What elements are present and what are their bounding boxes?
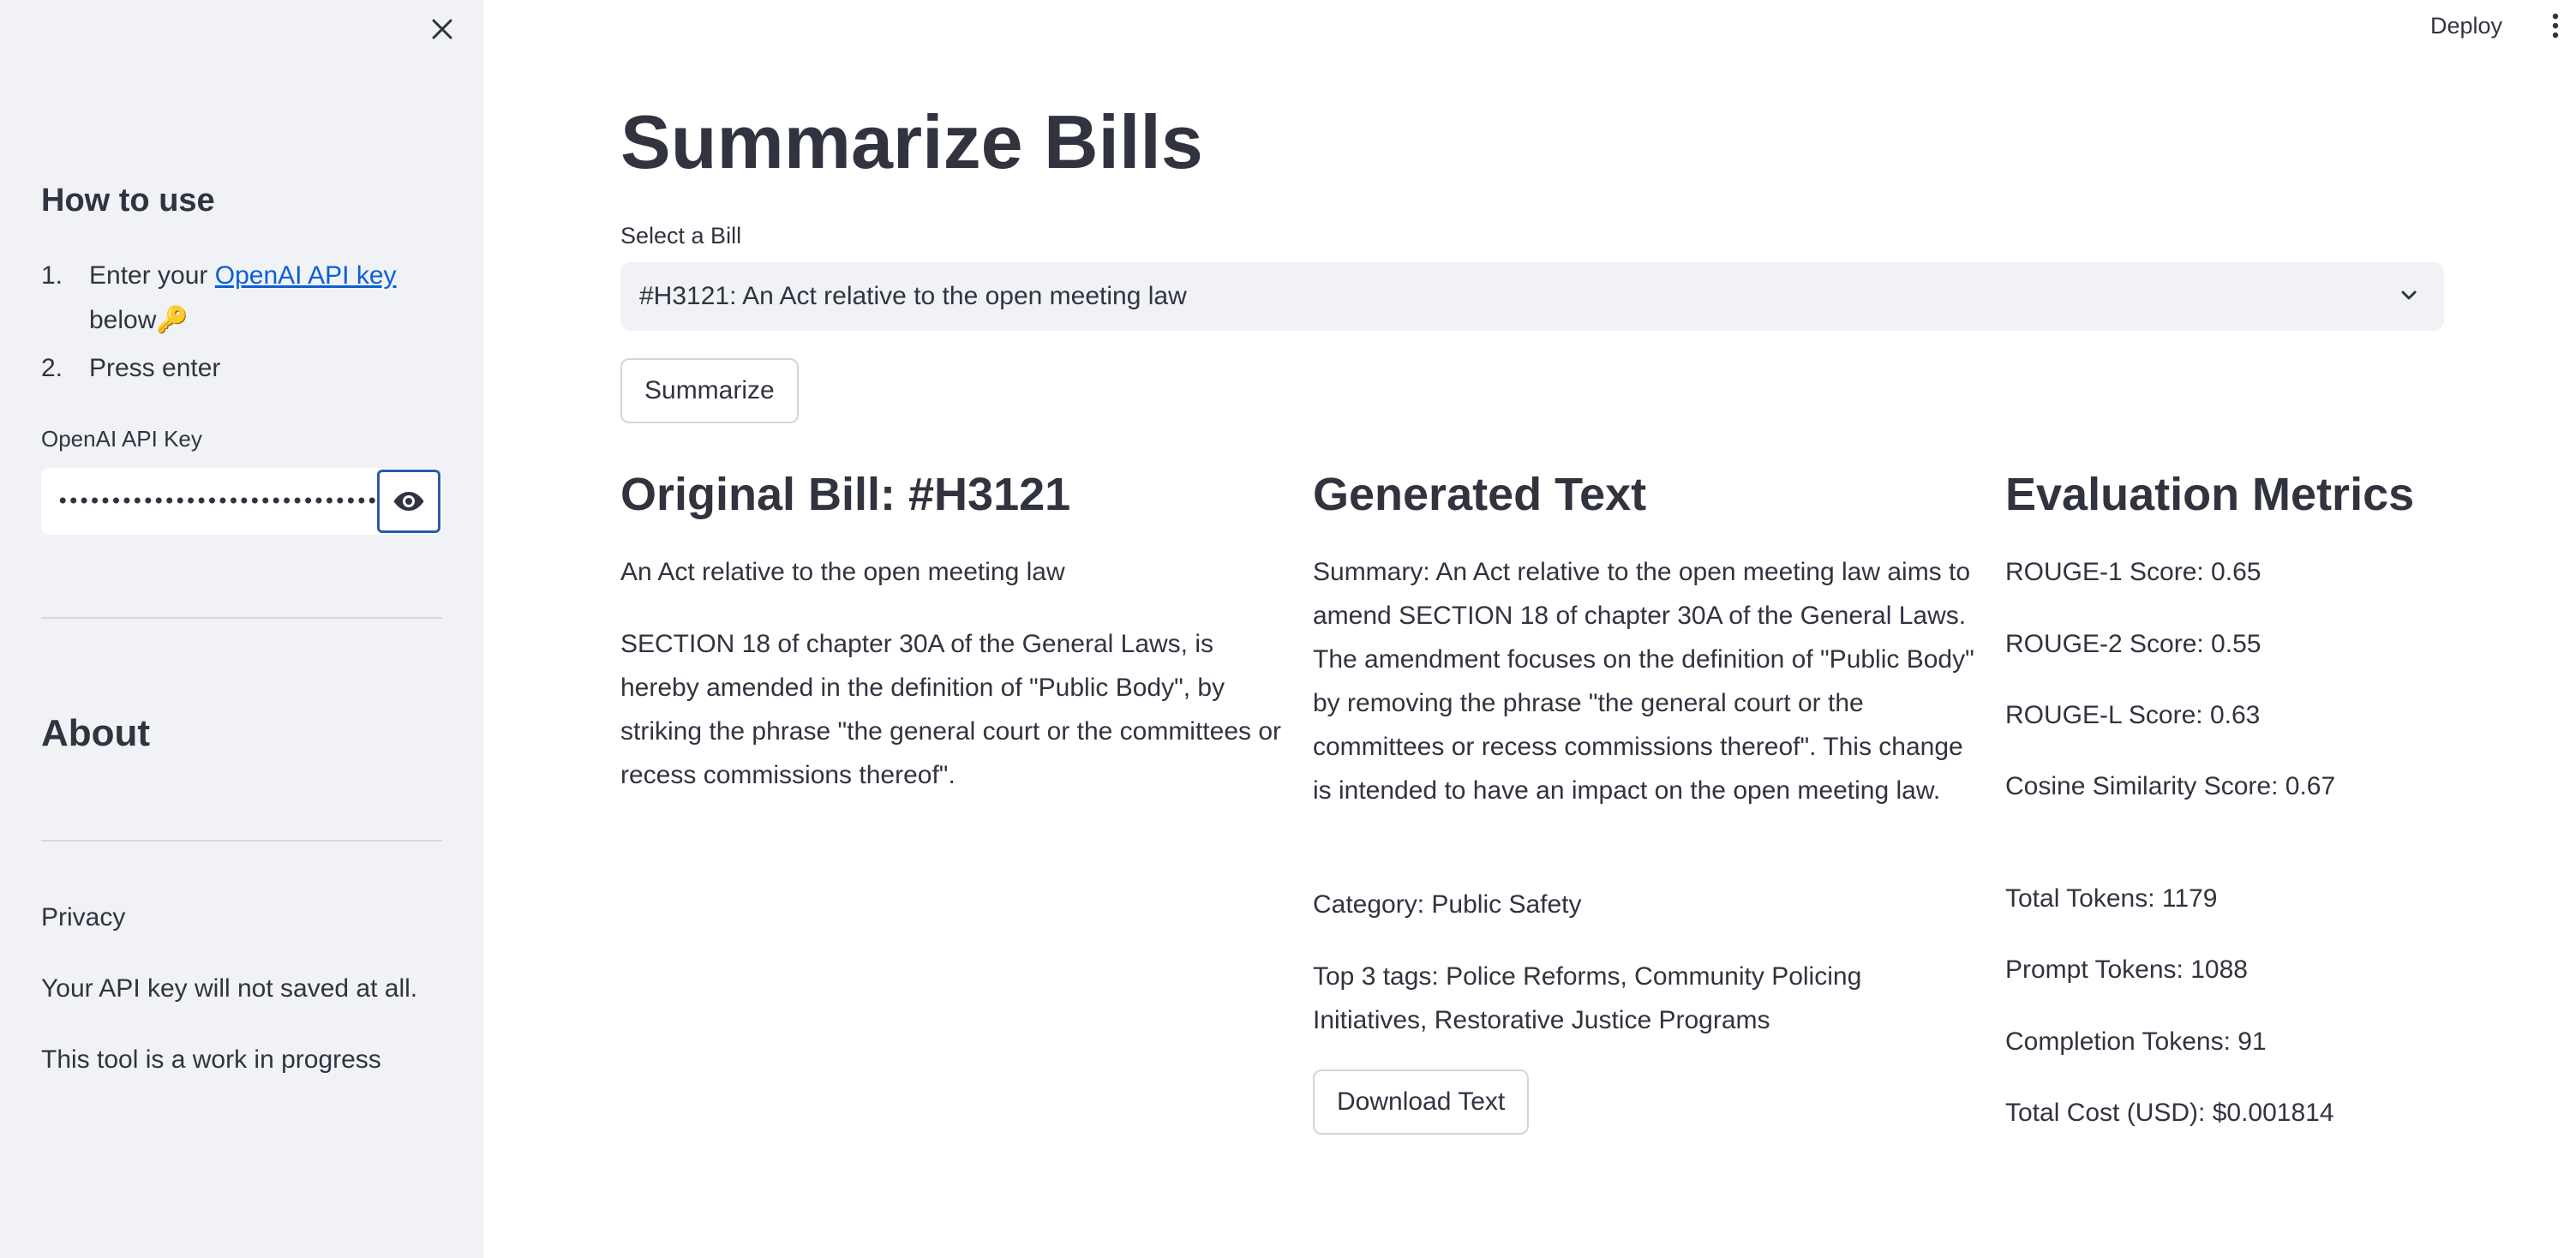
sidebar bbox=[0, 0, 483, 1258]
generated-category: Category: Public Safety bbox=[1313, 890, 1582, 919]
list-item bbox=[41, 346, 444, 391]
show-password-button[interactable] bbox=[377, 470, 440, 533]
divider bbox=[41, 617, 442, 619]
close-icon bbox=[430, 17, 454, 41]
original-bill-heading: Original Bill: #H3121 bbox=[620, 469, 1071, 520]
cosine-similarity-score: Cosine Similarity Score: 0.67 bbox=[2005, 772, 2336, 800]
divider bbox=[41, 840, 442, 842]
step-text-cont: below🔑 bbox=[89, 306, 189, 334]
api-key-label: OpenAI API Key bbox=[41, 426, 202, 452]
summarize-button[interactable]: Summarize bbox=[620, 358, 799, 423]
bill-select-value: #H3121: An Act relative to the open meeting law bbox=[639, 282, 1187, 310]
page-title: Summarize Bills bbox=[620, 99, 1203, 184]
step-text: Enter your bbox=[89, 261, 215, 290]
download-text-button[interactable]: Download Text bbox=[1313, 1069, 1529, 1135]
api-key-input[interactable] bbox=[41, 468, 377, 535]
list-item bbox=[41, 254, 444, 343]
privacy-note: Your API key will not saved at all. bbox=[41, 974, 418, 1003]
prompt-tokens: Prompt Tokens: 1088 bbox=[2005, 955, 2248, 984]
how-to-use-list bbox=[41, 254, 444, 391]
original-bill-text: SECTION 18 of chapter 30A of the General Laws, is hereby amended in the definition of "Public Body", by striking the phrase "the general court or the committees or recess commissions thereof". bbox=[620, 630, 1282, 789]
main-menu-button[interactable] bbox=[2540, 7, 2571, 45]
rouge-l-score: ROUGE-L Score: 0.63 bbox=[2005, 701, 2261, 729]
eye-icon bbox=[392, 490, 425, 512]
deploy-button[interactable]: Deploy bbox=[2430, 7, 2502, 45]
about-heading: About bbox=[41, 712, 151, 754]
close-sidebar-button[interactable] bbox=[425, 12, 459, 46]
total-tokens: Total Tokens: 1179 bbox=[2005, 884, 2218, 913]
list-item-text: Press enter bbox=[89, 354, 221, 382]
openai-api-key-link[interactable]: OpenAI API key bbox=[214, 261, 397, 290]
privacy-heading: Privacy bbox=[41, 903, 126, 932]
generated-tags: Top 3 tags: Police Reforms, Community Policing Initiatives, Restorative Justice Programs bbox=[1313, 962, 1862, 1034]
api-key-field bbox=[41, 468, 442, 535]
generated-summary: Summary: An Act relative to the open meeting law aims to amend SECTION 18 of chapter 30A of the General Laws. The amendment focuses on the definition of "Public Body" by removing the phrase "the general court or the committees or recess commissions thereof". This change is intended to have an impact on the open meeting law. bbox=[1313, 558, 1974, 805]
list-item-text bbox=[89, 254, 397, 343]
wip-note: This tool is a work in progress bbox=[41, 1045, 381, 1074]
chevron-down-icon bbox=[2396, 283, 2422, 309]
total-cost: Total Cost (USD): $0.001814 bbox=[2005, 1099, 2334, 1127]
list-number: 1. bbox=[41, 261, 63, 290]
rouge-1-score: ROUGE-1 Score: 0.65 bbox=[2005, 558, 2261, 586]
select-bill-label: Select a Bill bbox=[620, 223, 742, 249]
kebab-menu-icon bbox=[2551, 13, 2560, 39]
list-number: 2. bbox=[41, 354, 63, 382]
bill-select[interactable] bbox=[620, 262, 2444, 331]
rouge-2-score: ROUGE-2 Score: 0.55 bbox=[2005, 630, 2261, 658]
generated-text-heading: Generated Text bbox=[1313, 469, 1647, 520]
evaluation-metrics-heading: Evaluation Metrics bbox=[2005, 469, 2415, 520]
completion-tokens: Completion Tokens: 91 bbox=[2005, 1027, 2267, 1056]
how-to-use-heading: How to use bbox=[41, 183, 215, 219]
original-bill-title: An Act relative to the open meeting law bbox=[620, 558, 1065, 586]
